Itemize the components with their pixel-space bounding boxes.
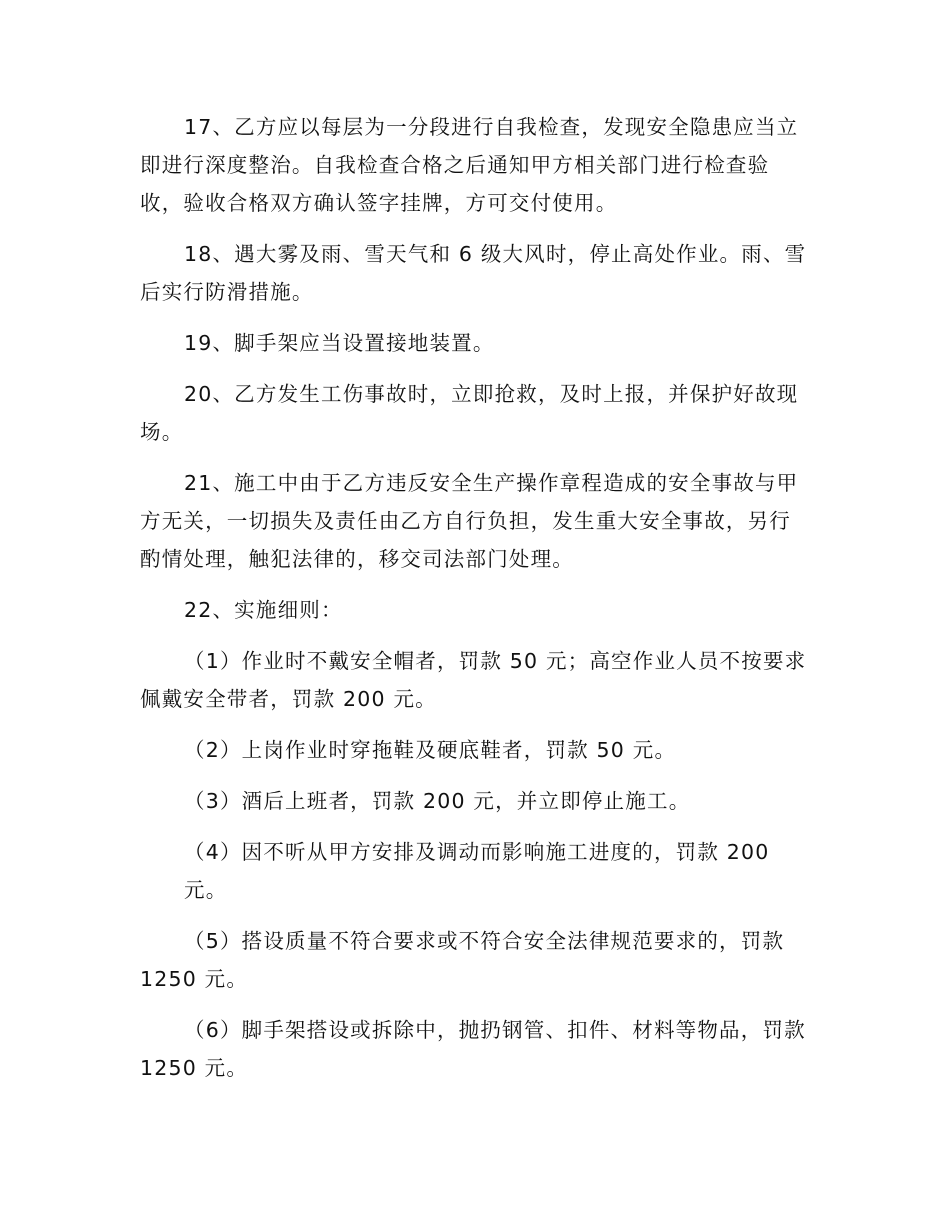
paragraph-line: 17、乙方应以每层为一分段进行自我检查，发现安全隐患应当立: [184, 115, 799, 139]
paragraph-rule-3: [140, 782, 812, 820]
paragraph-rule-1: [140, 642, 812, 718]
paragraph-item-20: [140, 375, 812, 451]
paragraph-line: 酌情处理，触犯法律的，移交司法部门处理。: [140, 547, 574, 571]
paragraph-line: 20、乙方发生工伤事故时，立即抢救，及时上报，并保护好故现: [184, 382, 799, 406]
paragraph-line: 1250 元。: [140, 1056, 249, 1080]
paragraph-line: 21、施工中由于乙方违反安全生产操作章程造成的安全事故与甲: [184, 471, 799, 495]
paragraph-line: （2）上岗作业时穿拖鞋及硬底鞋者，罚款 50 元。: [184, 738, 677, 762]
paragraph-line: （5）搭设质量不符合要求或不符合安全法律规范要求的，罚款: [184, 929, 785, 953]
paragraph-rule-4: [140, 833, 812, 909]
paragraph-rule-2: [140, 731, 812, 769]
paragraph-item-18: [140, 235, 812, 311]
paragraph-line: （6）脚手架搭设或拆除中，抛扔钢管、扣件、材料等物品，罚款: [184, 1018, 806, 1042]
document-body: [140, 108, 812, 1100]
paragraph-line: 场。: [140, 420, 184, 444]
paragraph-line: （4）因不听从甲方安排及调动而影响施工进度的，罚款 200 元。: [184, 840, 770, 902]
paragraph-item-17: [140, 108, 812, 222]
paragraph-line: （1）作业时不戴安全帽者，罚款 50 元；高空作业人员不按要求: [184, 649, 807, 673]
paragraph-line: 22、实施细则：: [184, 598, 343, 622]
paragraph-item-22: [140, 591, 812, 629]
paragraph-line: 佩戴安全带者，罚款 200 元。: [140, 687, 437, 711]
paragraph-line: 1250 元。: [140, 967, 249, 991]
paragraph-line: （3）酒后上班者，罚款 200 元，并立即停止施工。: [184, 789, 691, 813]
paragraph-line: 即进行深度整治。自我检查合格之后通知甲方相关部门进行检查验: [140, 153, 770, 177]
paragraph-item-21: [140, 464, 812, 578]
paragraph-line: 18、遇大雾及雨、雪天气和 6 级大风时，停止高处作业。雨、雪: [184, 242, 807, 266]
paragraph-line: 方无关，一切损失及责任由乙方自行负担，发生重大安全事故，另行: [140, 509, 791, 533]
paragraph-line: 19、脚手架应当设置接地装置。: [184, 331, 495, 355]
paragraph-line: 后实行防滑措施。: [140, 280, 314, 304]
paragraph-rule-5: [140, 922, 812, 998]
paragraph-item-19: [140, 324, 812, 362]
paragraph-line: 收，验收合格双方确认签字挂牌，方可交付使用。: [140, 191, 618, 215]
paragraph-rule-6: [140, 1011, 812, 1087]
